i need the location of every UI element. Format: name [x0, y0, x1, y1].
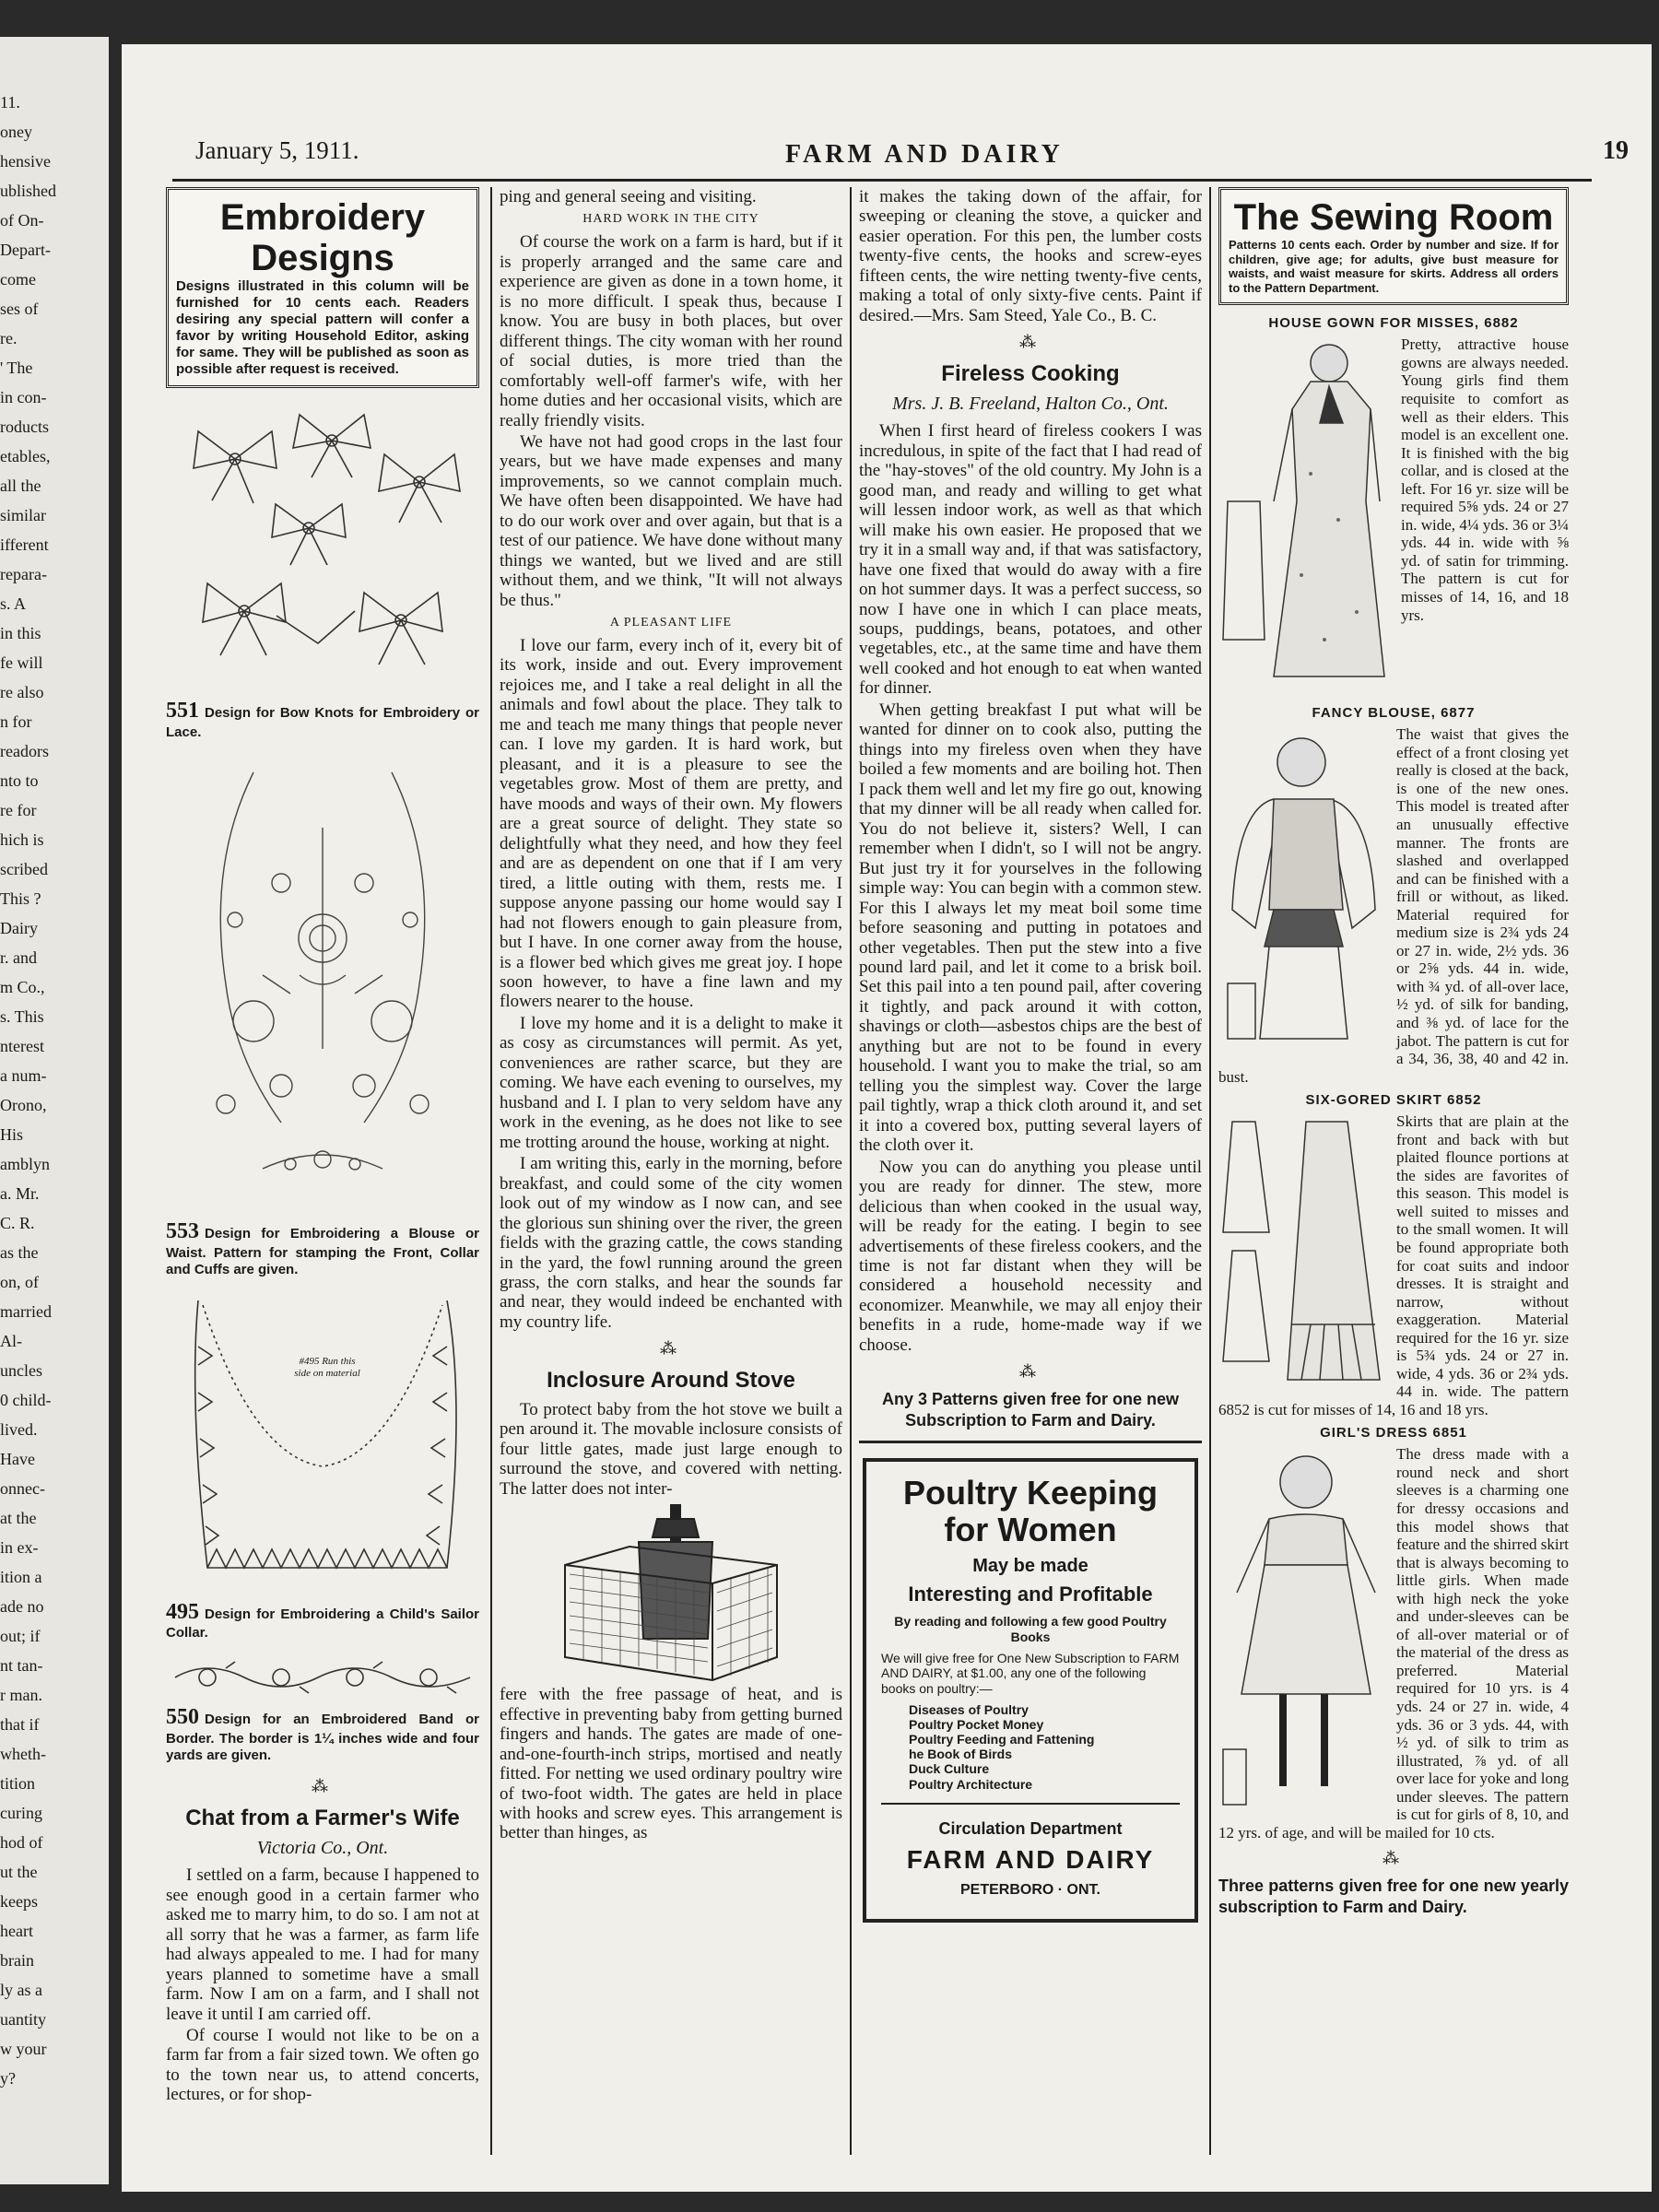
- previous-page-text: r man.: [0, 1686, 42, 1704]
- section-separator: ⁂: [312, 1777, 334, 1796]
- previous-page-text: C. R.: [0, 1214, 35, 1232]
- previous-page-text: in con-: [0, 388, 47, 406]
- article-paragraph: Of course the work on a farm is hard, but if it is properly arranged and the same care and experience are given as done in a town home, it is no more difficult. I speak thus, because I know. You are busy in both places, but over different things. The city woman with her round of social duties, is more tried than the comfortably well-off farmer's wife, with her home duties and her occasional visits, which are really friendly visits.: [500, 232, 842, 430]
- border-design-illustration: [171, 1654, 475, 1700]
- previous-page-strip: [0, 37, 109, 2184]
- ad-department: Circulation Department: [938, 1818, 1123, 1838]
- stove-title: Inclosure Around Stove: [547, 1367, 795, 1393]
- previous-page-text: Orono,: [0, 1096, 47, 1114]
- previous-page-text: w your: [0, 2040, 47, 2058]
- previous-page-text: His: [0, 1125, 24, 1144]
- previous-page-text: r. and: [0, 948, 37, 967]
- previous-page-text: ' The: [0, 359, 33, 377]
- article-paragraph: it makes the taking down of the affair, for sweeping or cleaning the stove, a quicker and easier operation. For this pen, the lumber costs twenty-five cents, the hooks and screw-eyes fifteen cents, the wire netting twenty-five cents, making a total of only sixty-five cents. Paint if desired.—Mrs. Sam Steed, Yale Co., B. C.: [859, 187, 1202, 325]
- ad-footer: [881, 1803, 1180, 1899]
- ad-paper-name: FARM AND DAIRY: [906, 1844, 1155, 1874]
- ad-line: May be made: [972, 1555, 1088, 1576]
- pattern-title: GIRL'S DRESS 6851: [1320, 1425, 1467, 1441]
- previous-page-text: uncles: [0, 1361, 42, 1380]
- book-list: [881, 1702, 1180, 1792]
- pattern-description: Skirts that are plain at the front and back with but plaited flounce portions at the sides are favorites of this season. This model is well suited to misses and to the small women. It will be found appropriate both for coat suits and indoor dresses. It is straight and narrow, without exaggeration. Material required for the 16 yr. size is 5¾ yds. 24 or 27 in. wide, 4 yds. 36 or 2¾ yds. 44 in. wide. The pattern 6852 is cut for misses of 14, 16 and 18 yrs.: [1218, 1112, 1569, 1418]
- girls-dress-figure: [1218, 1445, 1389, 1814]
- previous-page-text: nt tan-: [0, 1656, 43, 1675]
- previous-page-text: keeps: [0, 1892, 38, 1911]
- issue-date: January 5, 1911.: [195, 136, 359, 164]
- pattern-description: The waist that gives the effect of a front closing yet really is closed at the back, is one of the new ones. This model is treated after an unusually effective manner. The fronts are slashed and overlapped and can be finished with a frill or without, as liked. Material required for medium size is 2¾ yds 24 or 27 in. wide, 2½ yds. 36 or 2⅝ yds. 44 in. wide, with ¾ yd. of all-over lace, ½ yd. of silk for banding, and ⅜ yd. of lace for the jabot. The pattern is cut for a 34, 36, 38, 40 and 42 in. bust.: [1218, 725, 1569, 1086]
- previous-page-text: n for: [0, 712, 32, 731]
- page-header: [195, 136, 1629, 173]
- book-item: he Book of Birds: [909, 1747, 1013, 1762]
- masthead: FARM AND DAIRY: [785, 140, 1064, 169]
- previous-page-text: readors: [0, 742, 49, 760]
- previous-page-text: hensive: [0, 152, 51, 171]
- previous-page-text: nto to: [0, 771, 39, 790]
- sewing-title: The Sewing Room: [1233, 197, 1554, 238]
- ad-address: PETERBORO · ONT.: [959, 1881, 1100, 1898]
- article-paragraph: I love our farm, every inch of it, every bit of its work, inside and out. Every improvement rejoices me, and I take a real delight in all the animals and fowl about the place. They talk to me and teach me many things that people never can. I love my garden. It is hard work, but pleasant, and it is a pleasure to see the vegetables grow. Most of them are pretty, and have moods and ways of their own. My flowers are a great source of delight. They state so delightfully what they need, and how they feel and are as dependent on one that if I am very tired, a little outing with them, rests me. I suppose anyone passing our home would say I had not flowers enough to gain pleasure from, but I have. In one corner away from the house, is a flower bed which gives me great joy. I hope soon however, to have a fine lawn and my flowers nearer to the house.: [500, 636, 842, 1012]
- previous-page-text: as the: [0, 1243, 39, 1262]
- previous-page-text: come: [0, 270, 36, 288]
- previous-page-text: amblyn: [0, 1155, 50, 1173]
- previous-page-text: a. Mr.: [0, 1184, 40, 1203]
- ad-line: By reading and following a few good Poultry Books: [894, 1614, 1167, 1644]
- previous-page-text: scribed: [0, 860, 48, 878]
- pattern-girls-dress: [1218, 1426, 1569, 1841]
- pattern-title: FANCY BLOUSE, 6877: [1312, 705, 1476, 722]
- previous-page-text: hod of: [0, 1833, 43, 1852]
- embroidery-caption: 550 Design for an Embroidered Band or Border. The border is 1¼ inches wide and four yards are given.: [166, 1705, 479, 1764]
- sewing-header-box: [1218, 187, 1569, 305]
- article-paragraph: I love my home and it is a delight to make it as cosy as circumstances will permit. As yet, conveniences are rather scarce, but they are coming. We have each evening to ourselves, my husband and I. I plan to very seldom have any work in the evening, as he does not like to see me trotting around the house, working at night.: [500, 1013, 842, 1152]
- poultry-advertisement: [863, 1458, 1198, 1922]
- previous-page-text: repara-: [0, 565, 47, 583]
- previous-page-text: on, of: [0, 1273, 39, 1291]
- pattern-description: The dress made with a round neck and short sleeves is a charming one for dressy occasions and this model shows that feature and the shirred skirt that is always becoming to little girls. When made with high neck the yoke and under-sleeves can be of all-over material or of the material of the dress as preferred. Material required for 10 yrs. is 4 yds. 24 or 27 in. wide, 4 yds. 36 or 3 yds. 44, with ½ yd. of silk to trim as illustrated, ⅞ yd. of all over lace for yoke and long under sleeves. The pattern is cut for girls of 8, 10, and 12 yrs. of age, and will be mailed for 10 cts.: [1218, 1445, 1569, 1841]
- previous-page-text: ition a: [0, 1568, 42, 1586]
- previous-page-text: ublished: [0, 182, 56, 200]
- previous-page-text: hich is: [0, 830, 44, 849]
- fireless-title: Fireless Cooking: [941, 360, 1120, 386]
- embroidery-caption: 495 Design for Embroidering a Child's Sailor Collar.: [166, 1599, 479, 1641]
- previous-page-text: heart: [0, 1922, 33, 1940]
- newspaper-page: [122, 44, 1652, 2192]
- embroidery-caption: 551 Design for Bow Knots for Embroidery or Lace.: [166, 699, 479, 740]
- skirt-figure: [1218, 1112, 1389, 1389]
- book-item: Duck Culture: [909, 1761, 990, 1777]
- fancy-blouse-figure: [1218, 725, 1389, 1048]
- bow-knots-illustration: [171, 399, 475, 694]
- sailor-collar-drawing: [171, 1291, 475, 1595]
- previous-page-text: at the: [0, 1509, 37, 1527]
- article-paragraph: I am writing this, early in the morning, before breakfast, and could some of the city women look out of my window as I now can, and see the glorious sun shining over the river, the green fields with the grazing cattle, the cows standing in the yard, the fowl running around the green grass, the corn stalks, and hear the sounds far and near, they would indeed be enchanted with my country life.: [500, 1154, 842, 1332]
- previous-page-text: that if: [0, 1715, 40, 1734]
- pattern-title: HOUSE GOWN FOR MISSES, 6882: [1268, 315, 1519, 332]
- book-item: Poultry Feeding and Fattening: [909, 1732, 1095, 1747]
- previous-page-text: y?: [0, 2069, 16, 2088]
- previous-page-text: brain: [0, 1951, 34, 1970]
- ad-line: Interesting and Profitable: [908, 1583, 1153, 1606]
- column-sewing-room: [1218, 187, 1569, 1919]
- article-paragraph: ping and general seeing and visiting.: [500, 187, 757, 206]
- previous-page-text: This ?: [0, 889, 41, 908]
- pattern-fancy-blouse: [1218, 706, 1569, 1086]
- column-divider: [850, 187, 852, 2155]
- previous-page-text: Al-: [0, 1332, 22, 1350]
- previous-page-text: wheth-: [0, 1745, 46, 1763]
- section-separator: ⁂: [1019, 333, 1041, 352]
- chat-paragraph: I settled on a farm, because I happened to see enough good in a certain farmer who asked me to marry him, to do so. I am not at all sorry that he was a farmer, as farm life had always appealed to me. I had for many years planned to sometime have a small farm. Now I am on a farm, and I shall not leave it until I am carried off.: [166, 1865, 479, 2024]
- chat-byline: Victoria Co., Ont.: [256, 1837, 389, 1858]
- embroidery-title: Embroidery Designs: [219, 197, 426, 278]
- previous-page-text: s. A: [0, 594, 27, 613]
- article-paragraph: When I first heard of fireless cookers I was incredulous, in spite of the fact that I had read of the "hay-stoves" of the old country. My John is a good man, and ready and willing to get what will lessen indoor work, as well as that which will make his own easier. He proposed that we try it in a small way and, if that was satisfactory, have one fixed that would do away with a fire on hot summer days. It was a perfect success, so now I have one in which I can place meats, soups, puddings, beans, potatoes, and other vegetables, etc., at the same time and have them well cooked and hot enough to eat when wanted for dinner.: [859, 421, 1202, 699]
- article-paragraph: fere with the free passage of heat, and is effective in preventing baby from getting burned fingers and hands. The gates are made of one-and-one-fourth-inch strips, mortised and neatly fitted. For netting we used ordinary poultry wire of two-foot width. The gates are held in place with hooks and screw eyes. This arrangement is better than hinges, as: [500, 1685, 842, 1843]
- previous-page-text: m Co.,: [0, 978, 45, 996]
- fireless-byline: Mrs. J. B. Freeland, Halton Co., Ont.: [892, 393, 1169, 414]
- previous-page-text: tition: [0, 1774, 36, 1793]
- book-item: Diseases of Poultry: [909, 1702, 1029, 1718]
- previous-page-text: 0 child-: [0, 1391, 52, 1409]
- previous-page-text: out; if: [0, 1627, 41, 1645]
- stove-enclosure-illustration: [547, 1500, 795, 1685]
- previous-page-text: 11.: [0, 93, 20, 112]
- embroidery-caption: 553 Design for Embroidering a Blouse or Waist. Pattern for stamping the Front, Collar and Cuffs are given.: [166, 1218, 479, 1277]
- pattern-description: Pretty, attractive house gowns are always needed. Young girls find them requisite to comfort as well as their elders. This model is an excellent one. It is finished with the big collar, and is closed at the left. For 16 yr. size will be required 5⅝ yds. 24 or 27 in. wide, 4¼ yds. 36 or 3¼ yds. 44 in. wide with ⅝ yd. of satin for trimming. The pattern is cut for misses of 14, 16, and 18 yrs.: [1401, 335, 1569, 624]
- previous-page-text: Depart-: [0, 241, 51, 259]
- pattern-house-gown: [1218, 316, 1569, 699]
- previous-page-text: ifferent: [0, 535, 49, 554]
- previous-page-text: re.: [0, 329, 18, 347]
- article-paragraph: To protect baby from the hot stove we built a pen around it. The movable inclosure consists of four little gates, made just large enough to surround the stove, and covered with netting. The latter does not inter-: [500, 1399, 842, 1499]
- collar-pattern-note: #495 Run this side on material: [294, 1355, 360, 1379]
- sewing-description: Patterns 10 cents each. Order by number and size. If for children, give age; for adults, give bust measure for waists, and waist measure for skirts. Address all orders to the Pattern Department.: [1229, 238, 1559, 295]
- column-divider: [1209, 187, 1211, 2155]
- chat-paragraph: Of course I would not like to be on a farm far from a fair sized town. We often go to the town near us, to attend concerts, lectures, or for shop-: [166, 2025, 479, 2105]
- article-paragraph: When getting breakfast I put what will be wanted for dinner on to cook also, putting the things into my fireless oven when they have boiled a few moments and are boiling hot. Then I pack them well and let my fire go out, knowing that my dinner will be all ready when called for. You do not believe it, sisters? Well, I can remember when I didn't, so I will not be angry. But just try it for yourselves in the following simple way: You can begin with a common stew. For this I always let my meat boil some time before seasoning and putting in potatoes and other vegetables. Then put the stew into a five pound lard pail, and let it come to a brisk boil. Set this pail into a ten pound pail, after covering it tightly, and pack around it with cotton, shavings or cloth—asbestos chips are the best of anything but are not to be found in every household. I want you to make the trial, so am telling you the simplest way. Cover the large pail tightly, wrap a thick cloth around it, and set it into a covered box, putting several layers of the cloth over it.: [859, 700, 1202, 1156]
- subhead-hard-work: HARD WORK IN THE CITY: [582, 212, 759, 227]
- book-item: Poultry Pocket Money: [909, 1717, 1044, 1733]
- previous-page-text: lived.: [0, 1420, 38, 1439]
- column-embroidery: [166, 187, 479, 2107]
- previous-page-text: Have: [0, 1450, 35, 1468]
- previous-page-text: ly as a: [0, 1981, 42, 1999]
- previous-page-text: ut the: [0, 1863, 38, 1881]
- section-separator: ⁂: [660, 1339, 682, 1359]
- previous-page-text: re also: [0, 683, 44, 701]
- sailor-collar-illustration: [171, 1291, 475, 1595]
- sewing-pattern-offer: Three patterns given free for one new yearly subscription to Farm and Dairy.: [1218, 1876, 1569, 1917]
- previous-page-text: married: [0, 1302, 52, 1321]
- embroidery-description: Designs illustrated in this column will be furnished for 10 cents each. Readers desiring any special pattern will confer a favor by writing Household Editor, asking for same. They will be published as soon as possible after request is received.: [176, 278, 469, 377]
- section-separator: ⁂: [1382, 1849, 1405, 1868]
- section-separator: ⁂: [1019, 1362, 1041, 1382]
- previous-page-text: all the: [0, 477, 41, 495]
- previous-page-text: etables,: [0, 447, 51, 465]
- previous-page-text: similar: [0, 506, 46, 524]
- previous-page-text: a num-: [0, 1066, 47, 1085]
- article-paragraph: Now you can do anything you please until you are ready for dinner. The stew, more delicious than when cooked in the usual way, will be ready for the eating. I begin to see advertisements of these fireless cookers, and the time is not far distant when they will be considered a household necessity and economizer. Meanwhile, we may all enjoy their benefits in a rude, home-made way if we choose.: [859, 1157, 1202, 1355]
- previous-page-text: in ex-: [0, 1538, 39, 1557]
- pattern-title: SIX-GORED SKIRT 6852: [1305, 1092, 1482, 1109]
- previous-page-text: ade no: [0, 1597, 44, 1616]
- article-paragraph: We have not had good crops in the last four years, but we have made expenses and many improvements, so we cannot complain much. We have often been disappointed. We have had to do our work over and over again, but that is a test of our patience. We have done without many things we wanted, but we lived and are still without them, and we think, "It will not always be thus.": [500, 431, 842, 610]
- ad-title: Poultry Keeping for Women: [902, 1474, 1159, 1549]
- previous-page-text: curing: [0, 1804, 42, 1822]
- blouse-design-illustration: [171, 754, 475, 1215]
- column-fireless-cooking: [859, 187, 1202, 1923]
- previous-page-text: oney: [0, 123, 32, 141]
- column-farm-life: [500, 187, 842, 1845]
- previous-page-text: fe will: [0, 653, 43, 672]
- previous-page-text: in this: [0, 624, 41, 642]
- embroidery-header-box: [166, 187, 479, 388]
- previous-page-text: roducts: [0, 418, 49, 436]
- chat-title: Chat from a Farmer's Wife: [185, 1805, 460, 1830]
- previous-page-text: of On-: [0, 211, 44, 229]
- column-divider: [490, 187, 492, 2155]
- previous-page-text: Dairy: [0, 919, 38, 937]
- previous-page-text: re for: [0, 801, 37, 819]
- page-number: 19: [1603, 136, 1629, 165]
- pattern-six-gored-skirt: [1218, 1093, 1569, 1418]
- previous-page-text: ses of: [0, 300, 39, 318]
- pattern-offer: Any 3 Patterns given free for one new Subscription to Farm and Dairy.: [859, 1389, 1202, 1444]
- header-rule: [172, 179, 1592, 182]
- house-gown-figure: [1218, 335, 1394, 695]
- ad-offer-text: We will give free for One New Subscription to FARM AND DAIRY, at $1.00, any one of the following books on poultry:—: [881, 1650, 1180, 1697]
- previous-page-text: uantity: [0, 2010, 46, 2029]
- book-item: Poultry Architecture: [909, 1776, 1033, 1792]
- previous-page-text: nterest: [0, 1037, 44, 1055]
- previous-page-text: onnec-: [0, 1479, 45, 1498]
- subhead-pleasant-life: A PLEASANT LIFE: [609, 616, 733, 630]
- previous-page-text: s. This: [0, 1007, 44, 1026]
